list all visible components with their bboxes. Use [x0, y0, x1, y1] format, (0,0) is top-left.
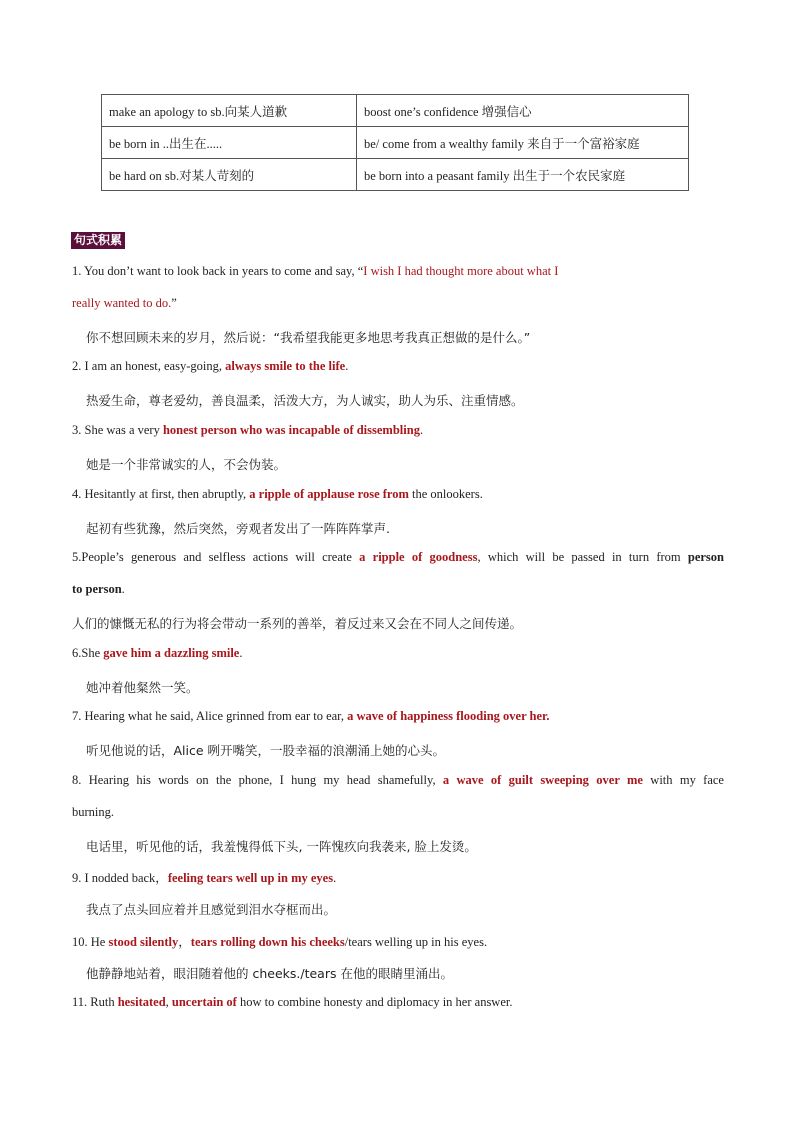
sentence-text: 3. She was a very: [72, 423, 163, 437]
sentence-text: ”: [171, 296, 177, 310]
highlighted-phrase: a ripple of goodness: [359, 550, 478, 564]
sentence-7-translation: 听见他说的话，Alice 咧开嘴笑，一股幸福的浪潮涌上她的心头。: [86, 743, 446, 758]
sentence-text: 1. You don’t want to look back in years to come and say, “: [72, 264, 364, 278]
highlighted-phrase: a ripple of applause rose from: [249, 487, 409, 501]
sentence-text: 9. I nodded back，: [72, 871, 168, 885]
sentence-8-translation: 电话里，听见他的话，我羞愧得低下头, 一阵愧疚向我袭来, 脸上发烫。: [86, 839, 477, 854]
bold-phrase: person: [687, 550, 724, 564]
table-cell: be born in ..出生在.....: [102, 127, 357, 159]
sentence-5-english-line-2: [72, 582, 125, 597]
sentence-text: /tears welling up in his eyes.: [344, 935, 488, 949]
sentence-5-english-line-1: [72, 550, 724, 565]
sentence-9-translation: 我点了点头回应着并且感觉到泪水夺框而出。: [86, 902, 337, 917]
highlighted-phrase: a wave of happiness flooding over her.: [347, 709, 550, 723]
sentence-text: 10. He: [72, 935, 109, 949]
sentence-text: burning.: [72, 805, 115, 819]
sentence-text: 11. Ruth: [72, 995, 118, 1009]
sentence-3-translation: 她是一个非常诚实的人，不会伪装。: [86, 457, 287, 472]
highlighted-phrase: always smile to the life: [225, 359, 346, 373]
sentence-text: , which will be passed in turn from: [477, 550, 688, 564]
sentence-8-english-line-2: [72, 805, 114, 820]
sentence-2-translation: 热爱生命，尊老爱幼，善良温柔，活泼大方，为人诚实，助人为乐、注重情感。: [86, 393, 524, 408]
highlighted-phrase: honest person who was incapable of dissembling: [162, 423, 420, 437]
sentence-4-english: [72, 487, 483, 502]
sentence-text: ,: [165, 995, 172, 1009]
sentence-3-english: [72, 423, 423, 438]
sentence-5-translation: 人们的慷慨无私的行为将会带动一系列的善举，着反过来又会在不同人之间传递。: [72, 616, 523, 631]
sentence-1-english-line-2: [72, 296, 177, 311]
sentence-10-english: [72, 932, 487, 950]
sentence-text: with my face: [642, 773, 724, 787]
sentence-4-translation: 起初有些犹豫，然后突然，旁观者发出了一阵阵阵掌声.: [86, 521, 390, 536]
table-cell: make an apology to sb.向某人道歉: [102, 95, 357, 127]
sentence-1-translation: 你不想回顾未来的岁月，然后说：“我希望我能更多地思考我真正想做的是什么。”: [86, 330, 531, 345]
section-label: 句式积累: [71, 232, 125, 249]
sentence-text: 6.She: [72, 646, 104, 660]
table-cell: be/ come from a wealthy family 来自于一个富裕家庭: [357, 127, 689, 159]
bold-phrase: to person: [72, 582, 122, 596]
sentence-text: .: [239, 646, 243, 660]
vocabulary-table: [101, 94, 689, 191]
sentence-text: 5.People’s generous and selfless actions will create: [72, 550, 360, 564]
sentence-9-english: [72, 868, 336, 886]
highlighted-phrase: a wave of guilt sweeping over me: [442, 773, 643, 787]
highlighted-phrase: I wish I had thought more about what I: [363, 264, 559, 278]
sentence-text: 4. Hesitantly at first, then abruptly,: [72, 487, 250, 501]
table-cell: be born into a peasant family 出生于一个农民家庭: [357, 159, 689, 191]
table-row: [102, 159, 689, 191]
sentence-2-english: [72, 359, 348, 374]
sentence-text: ，: [178, 935, 191, 949]
sentence-text: .: [419, 423, 424, 437]
table-row: [102, 95, 689, 127]
sentence-6-english: [72, 646, 242, 661]
sentence-text: .: [121, 582, 125, 596]
sentence-11-english: [72, 995, 512, 1010]
sentence-text: .: [333, 871, 337, 885]
sentence-6-translation: 她冲着他粲然一笑。: [86, 680, 199, 695]
sentence-text: .: [345, 359, 349, 373]
highlighted-phrase: uncertain of: [171, 995, 237, 1009]
table-cell: boost one’s confidence 增强信心: [357, 95, 689, 127]
highlighted-phrase: gave him a dazzling smile: [103, 646, 240, 660]
highlighted-phrase: feeling tears well up in my eyes: [167, 871, 334, 885]
sentence-10-translation: 他静静地站着，眼泪随着他的 cheeks./tears 在他的眼睛里涌出。: [86, 966, 453, 981]
sentence-text: how to combine honesty and diplomacy in her answer.: [236, 995, 513, 1009]
highlighted-phrase: tears rolling down his cheeks: [190, 935, 345, 949]
sentence-1-english-line-1: [72, 264, 558, 279]
sentence-8-english-line-1: [72, 773, 724, 788]
sentence-text: the onlookers.: [408, 487, 483, 501]
sentence-text: 8. Hearing his words on the phone, I hung my head shamefully,: [72, 773, 443, 787]
sentence-7-english: [72, 709, 550, 724]
sentence-text: 7. Hearing what he said, Alice grinned from ear to ear,: [72, 709, 348, 723]
table-row: [102, 127, 689, 159]
highlighted-phrase: hesitated: [117, 995, 166, 1009]
highlighted-phrase: stood silently: [108, 935, 179, 949]
table-cell: be hard on sb.对某人苛刻的: [102, 159, 357, 191]
sentence-text: 2. I am an honest, easy-going,: [72, 359, 226, 373]
highlighted-phrase: really wanted to do.: [72, 296, 172, 310]
